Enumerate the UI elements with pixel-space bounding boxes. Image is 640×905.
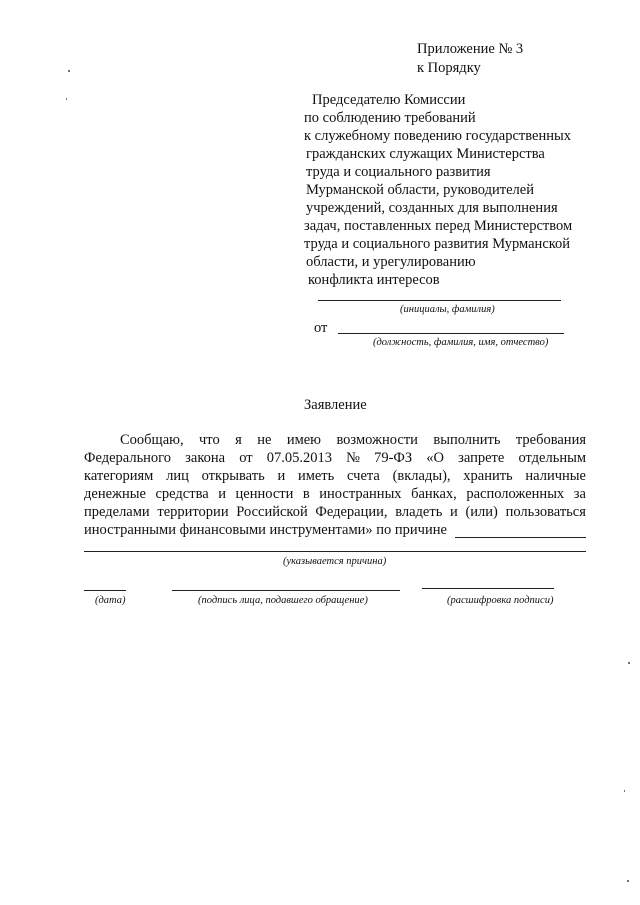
body-word: категориям [84, 468, 154, 484]
body-word: денежные [84, 486, 146, 502]
position-underline [338, 333, 564, 334]
body-line [84, 504, 586, 520]
addressee-line: области, и урегулированию [306, 254, 476, 270]
addressee-line: задач, поставленных перед Министерством [304, 218, 573, 234]
reason-underline [84, 551, 586, 552]
body-word: я [235, 432, 242, 448]
body-word: пределами [84, 504, 150, 520]
addressee-line: учреждений, созданных для выполнения [306, 200, 558, 216]
body-word: возможности [336, 432, 418, 448]
position-hint: (должность, фамилия, имя, отчество) [373, 337, 549, 348]
body-word: от [239, 450, 253, 466]
body-word: что [199, 432, 220, 448]
body-word: в [302, 486, 310, 502]
reason-hint: (указывается причина) [283, 556, 387, 567]
addressee-line: к служебному поведению государственных [304, 128, 571, 144]
body-word: территории [157, 504, 229, 520]
body-word: ценности [235, 486, 294, 502]
body-word: «О [426, 450, 444, 466]
body-last-line: иностранными финансовыми инструментами» по причине [84, 522, 447, 538]
body-word: пользоваться [505, 504, 586, 520]
body-word: банках, [411, 486, 457, 502]
body-word: и [450, 504, 458, 520]
body-line [120, 432, 586, 448]
body-word: Федерации, [315, 504, 388, 520]
body-line [84, 468, 586, 484]
body-word: запрете [458, 450, 505, 466]
decoding-underline [422, 588, 554, 589]
body-word: счета [347, 468, 380, 484]
scan-speck [66, 98, 67, 100]
signature-underline [172, 590, 400, 591]
scan-speck [628, 662, 630, 664]
body-word: (вклады), [392, 468, 451, 484]
addressee-line: Мурманской области, руководителей [306, 182, 534, 198]
body-word: № [346, 450, 360, 466]
addressee-line: конфликта интересов [308, 272, 440, 288]
body-line [84, 486, 586, 502]
body-word: средства [155, 486, 209, 502]
body-word: 79-ФЗ [374, 450, 413, 466]
body-word: и [277, 468, 286, 484]
body-word: расположенных [466, 486, 565, 502]
body-word: иностранных [319, 486, 402, 502]
body-word: (или) [465, 504, 498, 520]
addressee-line: труда и социального развития [306, 164, 491, 180]
body-word: выполнить [433, 432, 501, 448]
initials-hint: (инициалы, фамилия) [400, 304, 495, 315]
body-word: наличные [525, 468, 586, 484]
decoding-hint: (расшифровка подписи) [447, 595, 554, 606]
reason-inline-underline [455, 537, 586, 538]
body-word: и [218, 486, 226, 502]
body-word: Сообщаю, [120, 432, 184, 448]
body-word: иметь [297, 468, 335, 484]
scan-speck [68, 70, 70, 72]
body-word: закона [185, 450, 226, 466]
body-word: не [257, 432, 272, 448]
date-underline [84, 590, 126, 591]
scan-speck [624, 790, 625, 792]
body-word: отдельным [518, 450, 586, 466]
body-word: Российской [236, 504, 308, 520]
signature-hint: (подпись лица, подавшего обращение) [198, 595, 368, 606]
body-line [84, 450, 586, 466]
body-word: открывать [201, 468, 265, 484]
appendix-reference: к Порядку [417, 60, 481, 76]
scan-speck [627, 880, 629, 882]
document-title: Заявление [304, 397, 367, 413]
from-label: от [314, 320, 328, 336]
body-word: за [573, 486, 586, 502]
body-word: хранить [463, 468, 513, 484]
body-word: 07.05.2013 [266, 450, 332, 466]
body-word: Федерального [84, 450, 172, 466]
addressee-line: по соблюдению требований [304, 110, 476, 126]
initials-underline [318, 300, 561, 301]
body-word: владеть [395, 504, 443, 520]
date-hint: (дата) [95, 595, 126, 606]
body-word: лиц [166, 468, 189, 484]
addressee-line: гражданских служащих Министерства [306, 146, 545, 162]
addressee-line: труда и социального развития Мурманской [304, 236, 571, 252]
addressee-line: Председателю Комиссии [312, 92, 466, 108]
body-word: имею [286, 432, 322, 448]
body-word: требования [515, 432, 586, 448]
appendix-number: Приложение № 3 [417, 41, 524, 57]
